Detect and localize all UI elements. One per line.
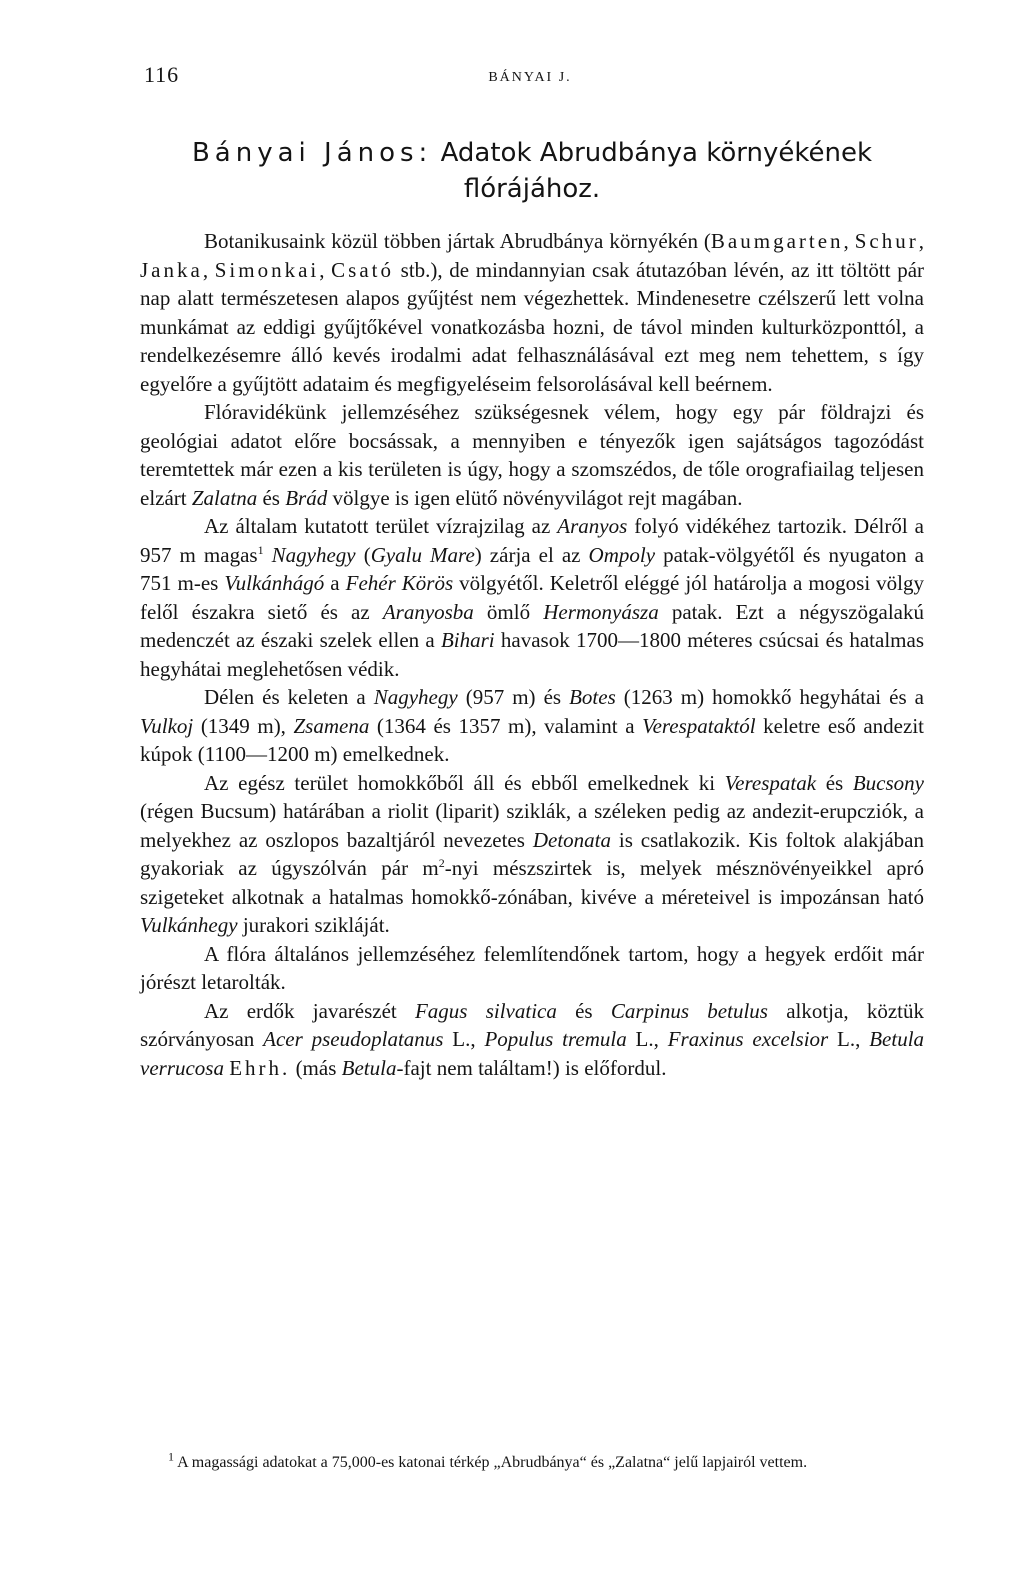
text-run: -nyi mészszirtek is, melyek mésznövényeikkel apró szigeteket alkotnak a hatalmas homokkő-zónában, kivéve a méreteivel is impozánsan ható (140, 856, 924, 909)
text-run: , (319, 257, 332, 282)
text-run: , (918, 229, 924, 253)
italic-term: Aranyosba (382, 599, 474, 624)
spaced-name: Simonkai (214, 257, 320, 282)
article-title-text: Adatok Abrudbánya környékének flórájához. (440, 138, 873, 204)
text-run: Flóravidékünk jellemzéséhez szükségesnek vélem, hogy egy pár földrajzi és geológiai adatot előre bocsássak, a mennyiben e tényezők igen sajátságos tagozódást teremtettek már ezen a kis területen is úgy, hogy a szomszédos, de tőle orografiailag teljesen elzárt (140, 400, 924, 510)
text-run: (957 m) és (457, 685, 570, 709)
footnote-marker: 1 (168, 1449, 174, 1464)
italic-term: Ompoly (588, 542, 656, 567)
page-header (140, 62, 920, 96)
text-run: A flóra általános jellemzéséhez felemlítendőnek tartom, hogy a hegyek erdőit már jórészt letarolták. (140, 941, 924, 994)
text-run: a (324, 571, 346, 595)
text-run: havasok 1700—1800 méteres csúcsai és hatalmas hegyhátai meglehetősen védik. (140, 628, 925, 681)
text-run: és (257, 485, 286, 510)
text-run: Délen és keleten a (204, 685, 374, 709)
text-run: , (843, 229, 855, 253)
running-head: BÁNYAI J. (488, 70, 572, 85)
text-run: völgye is igen elütő növényvilágot rejt magában. (327, 485, 743, 510)
paragraph (140, 940, 924, 997)
italic-term: Nagyhegy (271, 542, 356, 567)
italic-term: Acer pseudoplatanus (263, 1027, 444, 1051)
spaced-name: Csató (331, 257, 394, 282)
text-run: -fajt nem találtam!) is előfordul. (396, 1055, 667, 1080)
spaced-name: Schur (854, 229, 919, 253)
text-run: és (816, 770, 853, 795)
italic-term: Zsamena (293, 713, 370, 738)
footnote-text (140, 1451, 924, 1475)
text-run: jurakori szikláját. (237, 913, 390, 937)
text-run: L., (443, 1027, 485, 1051)
italic-term: Fehér Körös (345, 571, 454, 595)
text-run: is csatlakozik. Kis foltok alakjában gyakoriak az úgyszólván pár m (140, 827, 924, 880)
paragraph (140, 683, 924, 769)
italic-term: Botes (569, 685, 616, 709)
text-run: ( (355, 542, 371, 567)
italic-term: Nagyhegy (373, 685, 458, 709)
italic-term: Verespataktól (642, 713, 756, 738)
italic-term: Populus tremula (484, 1027, 627, 1051)
text-run: L., (828, 1027, 870, 1051)
footnote-marker: 2 (438, 856, 445, 870)
article-author: Bányai János: (191, 138, 433, 168)
text-run: , (202, 257, 215, 282)
text-run: ömlő (473, 599, 544, 624)
italic-term: Betula verrucosa (140, 1027, 925, 1080)
italic-term: Fagus silvatica (414, 998, 557, 1023)
text-run: Az erdők javarészét (204, 998, 415, 1023)
italic-term: Bihari (440, 628, 495, 652)
page-number: 116 (144, 62, 180, 87)
text-run: (1364 és 1357 m), valamint a (369, 713, 643, 738)
italic-term: Verespatak (724, 770, 817, 795)
paragraph (140, 398, 924, 512)
italic-term: Betula (341, 1055, 397, 1080)
paragraph (140, 769, 924, 940)
text-run (264, 543, 272, 567)
spaced-name: Janka (140, 257, 203, 282)
text-run: (más (290, 1055, 342, 1080)
text-run: völgyétől. Keletről eléggé jól határolja a mogosi völgy felől északra siető és az (140, 571, 924, 624)
text-run: patak. Ezt a négyszögalakú medenczét az északi szelek ellen a (140, 599, 924, 652)
italic-term: Bucsony (852, 770, 924, 795)
italic-term: Vulkánhegy (140, 913, 238, 937)
text-run: folyó vidékéhez tartozik. Délről a 957 m magas (140, 514, 924, 567)
text-run: alkotja, köztük szórványosan (140, 998, 924, 1051)
italic-term: Gyalu Mare (370, 542, 475, 567)
italic-term: Carpinus betulus (610, 998, 768, 1023)
italic-term: Zalatna (191, 485, 258, 510)
text-run: stb.), de mindannyian csak átutazóban lévén, az itt töltött pár nap alatt természetesen alapos gyűjtést nem végezhettek. Mindenesetre czélszerű lett volna munkámat az eddigi gyűjtőkével vonatkozásba hozni, de távol minden kulturközponttól, a rendelkezésemre álló kevés irodalmi adat felhasználásával ezt meg nem tehettem, s így egyelőre a gyűjtött adataim és megfigyeléseim felsorolásával kell beérnem. (140, 257, 925, 396)
text-run: Az egész terület homokkőből áll és ebből emelkednek ki (204, 770, 725, 795)
footnote-marker: 1 (257, 542, 264, 557)
italic-term: Fraxinus excelsior (667, 1027, 829, 1051)
text-run: patak-völgyétől és nyugaton a 751 m-es (140, 542, 925, 595)
footnote (140, 1451, 924, 1475)
article-body (140, 227, 924, 1082)
spaced-name: Baumgarten (710, 229, 844, 253)
italic-term: Detonata (532, 827, 611, 852)
italic-term: Vulkoj (140, 713, 194, 738)
italic-term: Aranyos (557, 514, 628, 538)
text-run: keletre eső andezit kúpok (1100—1200 m) emelkednek. (140, 713, 924, 766)
text-run: L., (626, 1027, 668, 1051)
text-run: (1263 m) homokkő hegyhátai és a (615, 685, 924, 709)
text-run: (régen Bucsum) határában a riolit (liparit) sziklák, a széleken pedig az andezit-erupcziók, a melyekhez az oszlopos bazaltjáról nevezetes (140, 799, 924, 852)
italic-term: Brád (285, 485, 328, 510)
text-run: Az általam kutatott terület vízrajzilag az (204, 514, 558, 538)
text-run: A magassági adatokat a 75,000-es katonai térkép „Abrudbánya“ és „Zalatna“ jelű lapjairól vettem. (174, 1454, 808, 1471)
paragraph (140, 227, 924, 398)
article-title (140, 135, 924, 207)
text-run: ) zárja el az (474, 542, 589, 567)
text-run: (1349 m), (193, 713, 294, 738)
italic-term: Hermonyásza (543, 599, 659, 624)
paragraph (140, 512, 924, 683)
paragraph (140, 997, 924, 1083)
italic-term: Vulkánhágó (224, 571, 325, 595)
text-run: és (556, 998, 611, 1023)
text-run: Botanikusaink közül többen jártak Abrudbánya környékén ( (204, 229, 711, 253)
spaced-name: Ehrh. (229, 1055, 291, 1080)
